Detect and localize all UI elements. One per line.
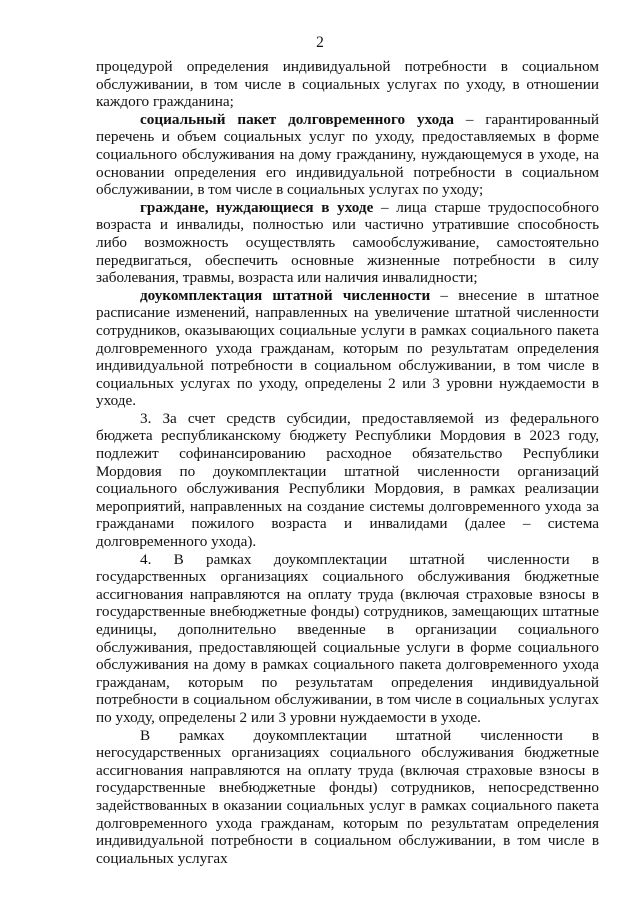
- definition-text: – гарантированный перечень и объем социальных услуг по уходу, предоставляемых в форме социального обслуживания на дому гражданину, нуждающемуся в уходе, на основании определения его индивидуальной потребности в социальном обслуживании, в том числе в социальных услугах по уходу;: [96, 110, 599, 199]
- definition-staffing-supplement: [96, 287, 599, 410]
- definition-text: – внесение в штатное расписание изменений, направленных на увеличение штатной численности сотрудников, оказывающих социальные услуги в рамках социального пакета долговременного ухода гражданам, которым по результатам определения индивидуальной потребности в социальном обслуживании, в том числе в социальных услугах по уходу, определены 2 или 3 уровни нуждаемости в уходе.: [96, 286, 599, 410]
- page-number: 2: [316, 34, 324, 51]
- definition-social-package: [96, 111, 599, 199]
- clause-3: [96, 410, 599, 551]
- definition-citizens-needing-care: [96, 199, 599, 287]
- clause-4-nongovernment: [96, 727, 599, 868]
- defined-term: доукомплектация штатной численности: [140, 286, 431, 304]
- defined-term: граждане, нуждающиеся в уходе: [140, 198, 374, 216]
- document-body: [96, 58, 599, 867]
- definition-text: – лица старше трудоспособного возраста и инвалиды, полностью или частично утратившие способность либо возможность осуществлять самообслуживание, самостоятельно передвигаться, обеспечить основные жизненные потребности в силу заболевания, травмы, возраста или наличия инвалидности;: [96, 198, 600, 287]
- paragraph-continuation: [96, 58, 599, 111]
- paragraph-text: процедурой определения индивидуальной потребности в социальном обслуживании, в том числе в социальных услугах по уходу, в отношении каждого гражданина;: [96, 58, 599, 111]
- paragraph-text: 3. За счет средств субсидии, предоставляемой из федерального бюджета республиканскому бюджету Республики Мордовия в 2023 году, подлежит софинансированию расходное обязательство Республики Мордовия по доукомплектации штатной численности организаций социального обслуживания Республики Мордовия, в рамках реализации мероприятий, направленных на создание системы долговременного ухода за гражданами пожилого возраста и инвалидами (далее – система долговременного ухода).: [96, 409, 599, 551]
- clause-4: [96, 551, 599, 727]
- paragraph-text: 4. В рамках доукомплектации штатной численности в государственных организациях социального обслуживания бюджетные ассигнования направляются на оплату труда (включая страховые взносы в государственные внебюджетные фонды) сотрудников, замещающих штатные единицы, дополнительно введенные в организации социального обслуживания, предоставляющей социальные услуги в форме социального обслуживания на дому в рамках социального пакета долговременного ухода гражданам, которым по результатам определения индивидуальной потребности в социальном обслуживании, в том числе в социальных услугах по уходу, определены 2 или 3 уровни нуждаемости в уходе.: [96, 550, 599, 726]
- defined-term: социальный пакет долговременного ухода: [140, 110, 455, 128]
- paragraph-text: В рамках доукомплектации штатной численности в негосударственных организациях социального обслуживания бюджетные ассигнования направляются на оплату труда (включая страховые взносы в государственные внебюджетные фонды) сотрудников, непосредственно задействованных в оказании социальных услуг в рамках социального пакета долговременного ухода гражданам, которым по результатам определения индивидуальной потребности в социальном обслуживании, в том числе в социальных услугах: [96, 726, 599, 867]
